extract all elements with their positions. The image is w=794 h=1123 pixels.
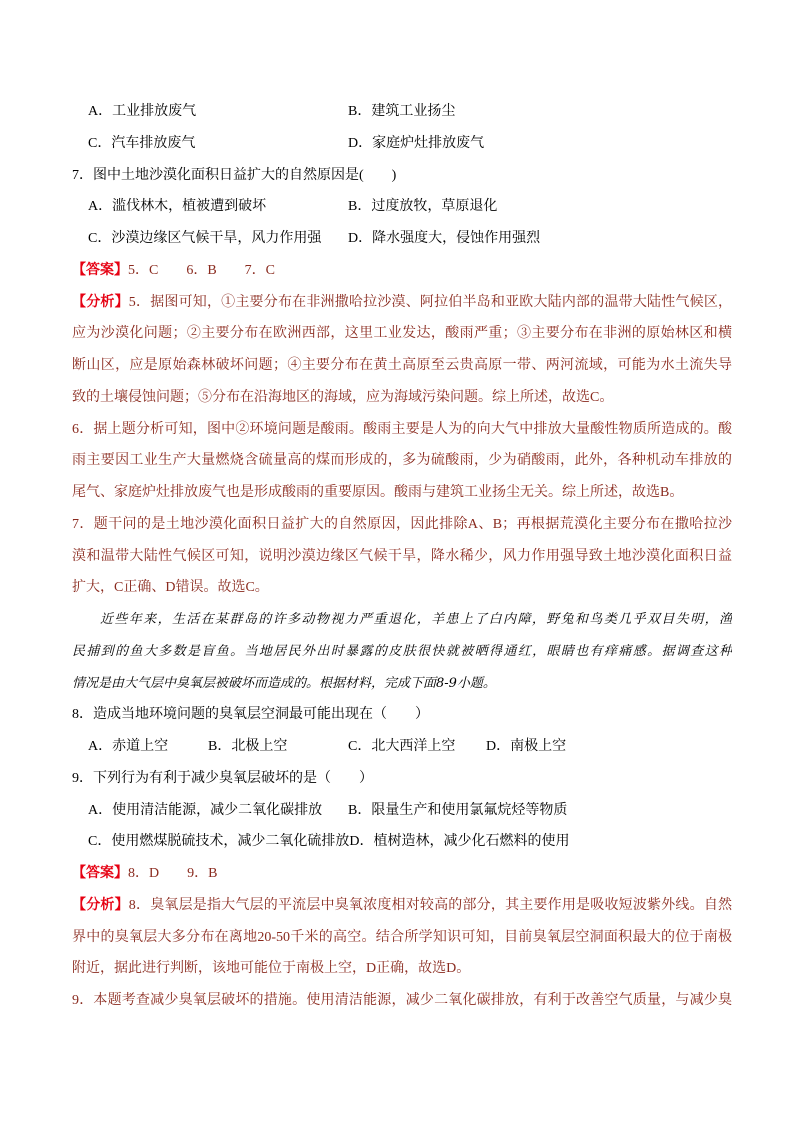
q8-option-a: A．赤道上空 bbox=[88, 739, 169, 754]
analysis-tag: 【分析】 bbox=[72, 294, 129, 310]
q8-stem: 8．造成当地环境问题的臭氧层空洞最可能出现在（ ） bbox=[72, 707, 429, 723]
q8-option-c: C．北大西洋上空 bbox=[348, 739, 456, 754]
analysis-8-9-line-3: 附近，据此进行判断，该地可能位于南极上空，D正确，故选D。 bbox=[72, 961, 471, 977]
analysis-5-7-line-1 bbox=[72, 287, 732, 319]
answer-text: 5．C 6．B 7．C bbox=[128, 262, 276, 278]
q6-option-a: A．工业排放废气 bbox=[88, 104, 197, 119]
q7-options-row-2 bbox=[72, 223, 732, 255]
q9-option-b: B．限量生产和使用氯氟烷烃等物质 bbox=[348, 802, 568, 818]
analysis-5-7-line-2: 应为沙漠化问题；②主要分布在欧洲西部，这里工业发达，酸雨严重；③主要分布在非洲的原始林区和横 bbox=[72, 326, 732, 342]
analysis-5-7-line-10: 扩大，C正确、D错误。故选C。 bbox=[72, 580, 269, 596]
q6-options-row-2 bbox=[72, 128, 732, 160]
material-line-2: 民捕到的鱼大多数是盲鱼。当地居民外出时暴露的皮肤很快就被晒得通红，眼睛也有痒痛感。据调查这种 bbox=[72, 643, 732, 659]
analysis-5-7-line-9: 漠和温带大陆性气候区可知，说明沙漠边缘区气候干旱，降水稀少，风力作用强导致土地沙漠化面积日益 bbox=[72, 548, 732, 564]
q9-stem: 9．下列行为有利于减少臭氧层破坏的是（ ） bbox=[72, 770, 373, 786]
q6-options-row-1 bbox=[72, 96, 732, 128]
q8-option-b: B．北极上空 bbox=[208, 739, 288, 754]
answer-tag: 【答案】 bbox=[72, 262, 128, 278]
q8-option-d: D．南极上空 bbox=[486, 739, 567, 754]
analysis-5-7-line-7: 尾气、家庭炉灶排放废气也是形成酸雨的重要原因。酸雨与建筑工业扬尘无关。综上所述，故选B。 bbox=[72, 485, 684, 500]
analysis-5-7-line-8: 7．题干问的是土地沙漠化面积日益扩大的自然原因，因此排除A、B；再根据荒漠化主要分布在撒哈拉沙 bbox=[72, 516, 732, 532]
q9-option-c: C．使用燃煤脱硫技术，减少二氧化硫排放 bbox=[88, 834, 350, 850]
analysis-5-7-line-3: 断山区，应是原始森林破坏问题；④主要分布在黄土高原至云贵高原一带、两河流域，可能为水土流失导 bbox=[72, 358, 732, 373]
analysis-text: 5．据图可知，①主要分布在非洲撒哈拉沙漠、阿拉伯半岛和亚欧大陆内部的温带大陆性气候区， bbox=[128, 294, 732, 310]
q7-options-row-1 bbox=[72, 191, 732, 223]
material-line-1: 近些年来，生活在某群岛的许多动物视力严重退化，羊患上了白内障，野兔和鸟类几乎双目失明，渔 bbox=[100, 612, 732, 627]
q7-option-a: A．滥伐林木，植被遭到破坏 bbox=[88, 199, 267, 215]
q7-option-d: D．降水强度大，侵蚀作用强烈 bbox=[348, 231, 541, 246]
analysis-8-9-line-2: 界中的臭氧层大多分布在离地20-50千米的高空。结合所学知识可知，目前臭氧层空洞面积最大的位于南极 bbox=[72, 929, 732, 945]
analysis-5-7-line-5: 6．据上题分析可知，图中②环境问题是酸雨。酸雨主要是人为的向大气中排放大量酸性物质所造成的。酸 bbox=[72, 421, 732, 437]
analysis-tag: 【分析】 bbox=[72, 897, 129, 913]
q9-option-a: A．使用清洁能源，减少二氧化碳排放 bbox=[88, 802, 323, 818]
q6-option-c: C．汽车排放废气 bbox=[88, 135, 196, 151]
q7-option-c: C．沙漠边缘区气候干旱，风力作用强 bbox=[88, 231, 322, 246]
q6-option-d: D．家庭炉灶排放废气 bbox=[348, 135, 485, 151]
analysis-5-7-line-6: 雨主要因工业生产大量燃烧含硫量高的煤而形成的，多为硫酸雨，少为硝酸雨，此外，各种机动车排放的 bbox=[72, 453, 732, 469]
answer-tag: 【答案】 bbox=[72, 866, 128, 881]
q9-option-d: D．植树造林，减少化石燃料的使用 bbox=[349, 834, 570, 850]
q7-stem: 7．图中土地沙漠化面积日益扩大的自然原因是( ) bbox=[72, 167, 397, 183]
q9-options-row-1 bbox=[72, 795, 732, 827]
q9-options-row-2 bbox=[72, 826, 732, 858]
q7-option-b: B．过度放牧，草原退化 bbox=[348, 199, 498, 215]
q8-options-row bbox=[72, 731, 732, 763]
answer-8-9 bbox=[72, 858, 732, 890]
material-line-3: 情况是由大气层中臭氧层被破坏而造成的。根据材料，完成下面8-9小题。 bbox=[72, 675, 496, 691]
analysis-text: 8．臭氧层是指大气层的平流层中臭氧浓度相对较高的部分，其主要作用是吸收短波紫外线。自然 bbox=[128, 897, 732, 913]
analysis-8-9-line-1 bbox=[72, 890, 732, 922]
answer-5-7 bbox=[72, 255, 732, 287]
analysis-8-9-line-4: 9．本题考查减少臭氧层破坏的措施。使用清洁能源，减少二氧化碳排放，有利于改善空气质量，与减少臭 bbox=[72, 993, 732, 1008]
answer-text: 8．D 9．B bbox=[128, 866, 218, 881]
analysis-5-7-line-4: 致的土壤侵蚀问题；⑤分布在沿海地区的海域，应为海域污染问题。综上所述，故选C。 bbox=[72, 389, 614, 405]
q6-option-b: B．建筑工业扬尘 bbox=[348, 104, 456, 119]
